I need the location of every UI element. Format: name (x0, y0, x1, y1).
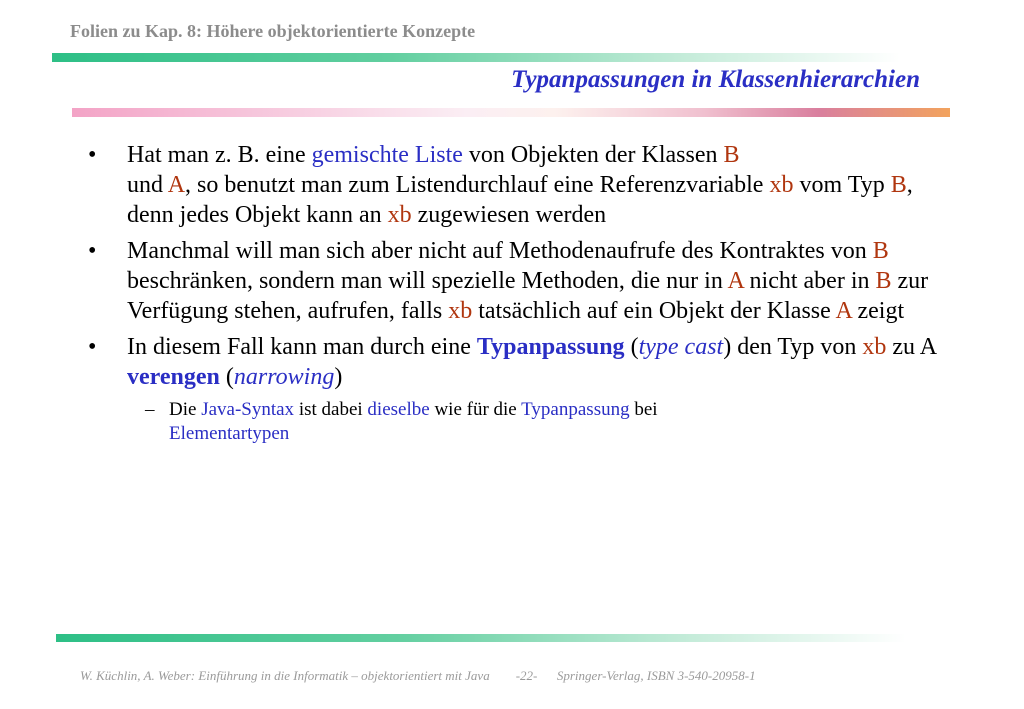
slide-title: Typanpassungen in Klassenhierarchien (511, 66, 920, 93)
bullet-item-3 (88, 332, 948, 392)
text-segment: ( (219, 364, 234, 390)
class-name: B (723, 142, 740, 168)
text-segment: ) (334, 364, 343, 390)
variable-name: xb (769, 172, 794, 198)
class-name: A (167, 172, 186, 198)
english-term: type cast (638, 334, 724, 360)
class-name: A (727, 268, 744, 294)
text-segment: Manchmal will man sich aber nicht auf Methodenaufrufe des Kontraktes von (127, 238, 873, 264)
class-name: B (890, 172, 907, 198)
text-segment: zeigt (851, 298, 905, 324)
text-segment: tatsächlich auf ein Objekt der Klasse (472, 298, 836, 324)
text-segment: zur Verfügung stehen, aufrufen, falls (127, 268, 929, 324)
highlight-term: Elementartypen (169, 423, 290, 444)
bullet-marker: • (88, 238, 97, 264)
highlight-term: dieselbe (367, 399, 430, 420)
text-segment: , so benutzt man zum Listendurchlauf eine Referenzvariable (185, 172, 770, 198)
text-segment: von Objekten der Klassen (462, 142, 724, 168)
chapter-header: Folien zu Kap. 8: Höhere objektorientierte Konzepte (70, 21, 476, 41)
text-segment: , denn jedes Objekt kann an (127, 172, 913, 228)
bullet-item-1 (88, 140, 948, 230)
text-segment: und (127, 172, 168, 198)
footer-page-number: -22- (515, 668, 538, 683)
text-segment: ( (624, 334, 639, 360)
text-segment: ist dabei (294, 399, 368, 420)
text-segment: zu A (886, 334, 936, 360)
text-segment: ) den Typ von (723, 334, 863, 360)
text-segment: zugewiesen werden (411, 202, 607, 228)
variable-name: xb (862, 334, 887, 360)
text-segment: Die (169, 399, 202, 420)
text-segment: In diesem Fall kann man durch eine (127, 334, 477, 360)
footer-publisher: Springer-Verlag, ISBN 3-540-20958-1 (556, 668, 756, 683)
text-segment: Hat man z. B. eine (127, 142, 312, 168)
class-name: A (835, 298, 852, 324)
text-segment: nicht aber in (743, 268, 876, 294)
text-segment: wie für die (429, 399, 522, 420)
dash-marker: – (145, 399, 155, 420)
top-divider-bar (52, 53, 900, 62)
sub-bullet-item (88, 398, 948, 446)
text-segment: vom Typ (793, 172, 891, 198)
bottom-divider-bar (56, 634, 906, 642)
bullet-marker: • (88, 142, 97, 168)
class-name: B (872, 238, 889, 264)
variable-name: xb (448, 298, 473, 324)
bullet-item-2 (88, 236, 948, 326)
bullet-marker: • (88, 334, 97, 360)
english-term: narrowing (233, 364, 335, 390)
title-divider-bar (72, 108, 950, 117)
slide-content (88, 140, 948, 446)
highlight-term: gemischte Liste (311, 142, 463, 168)
key-term: Typanpassung (476, 334, 625, 360)
variable-name: xb (387, 202, 412, 228)
footer (80, 668, 756, 684)
text-segment: beschränken, sondern man will spezielle Methoden, die nur in (127, 268, 728, 294)
highlight-term: Typanpassung (521, 399, 630, 420)
footer-authors: W. Küchlin, A. Weber: Einführung in die Informatik – objektorientiert mit Java (80, 668, 490, 683)
highlight-term: Java-Syntax (201, 399, 295, 420)
text-segment: bei (629, 399, 658, 420)
key-term: verengen (127, 364, 220, 390)
class-name: B (875, 268, 892, 294)
